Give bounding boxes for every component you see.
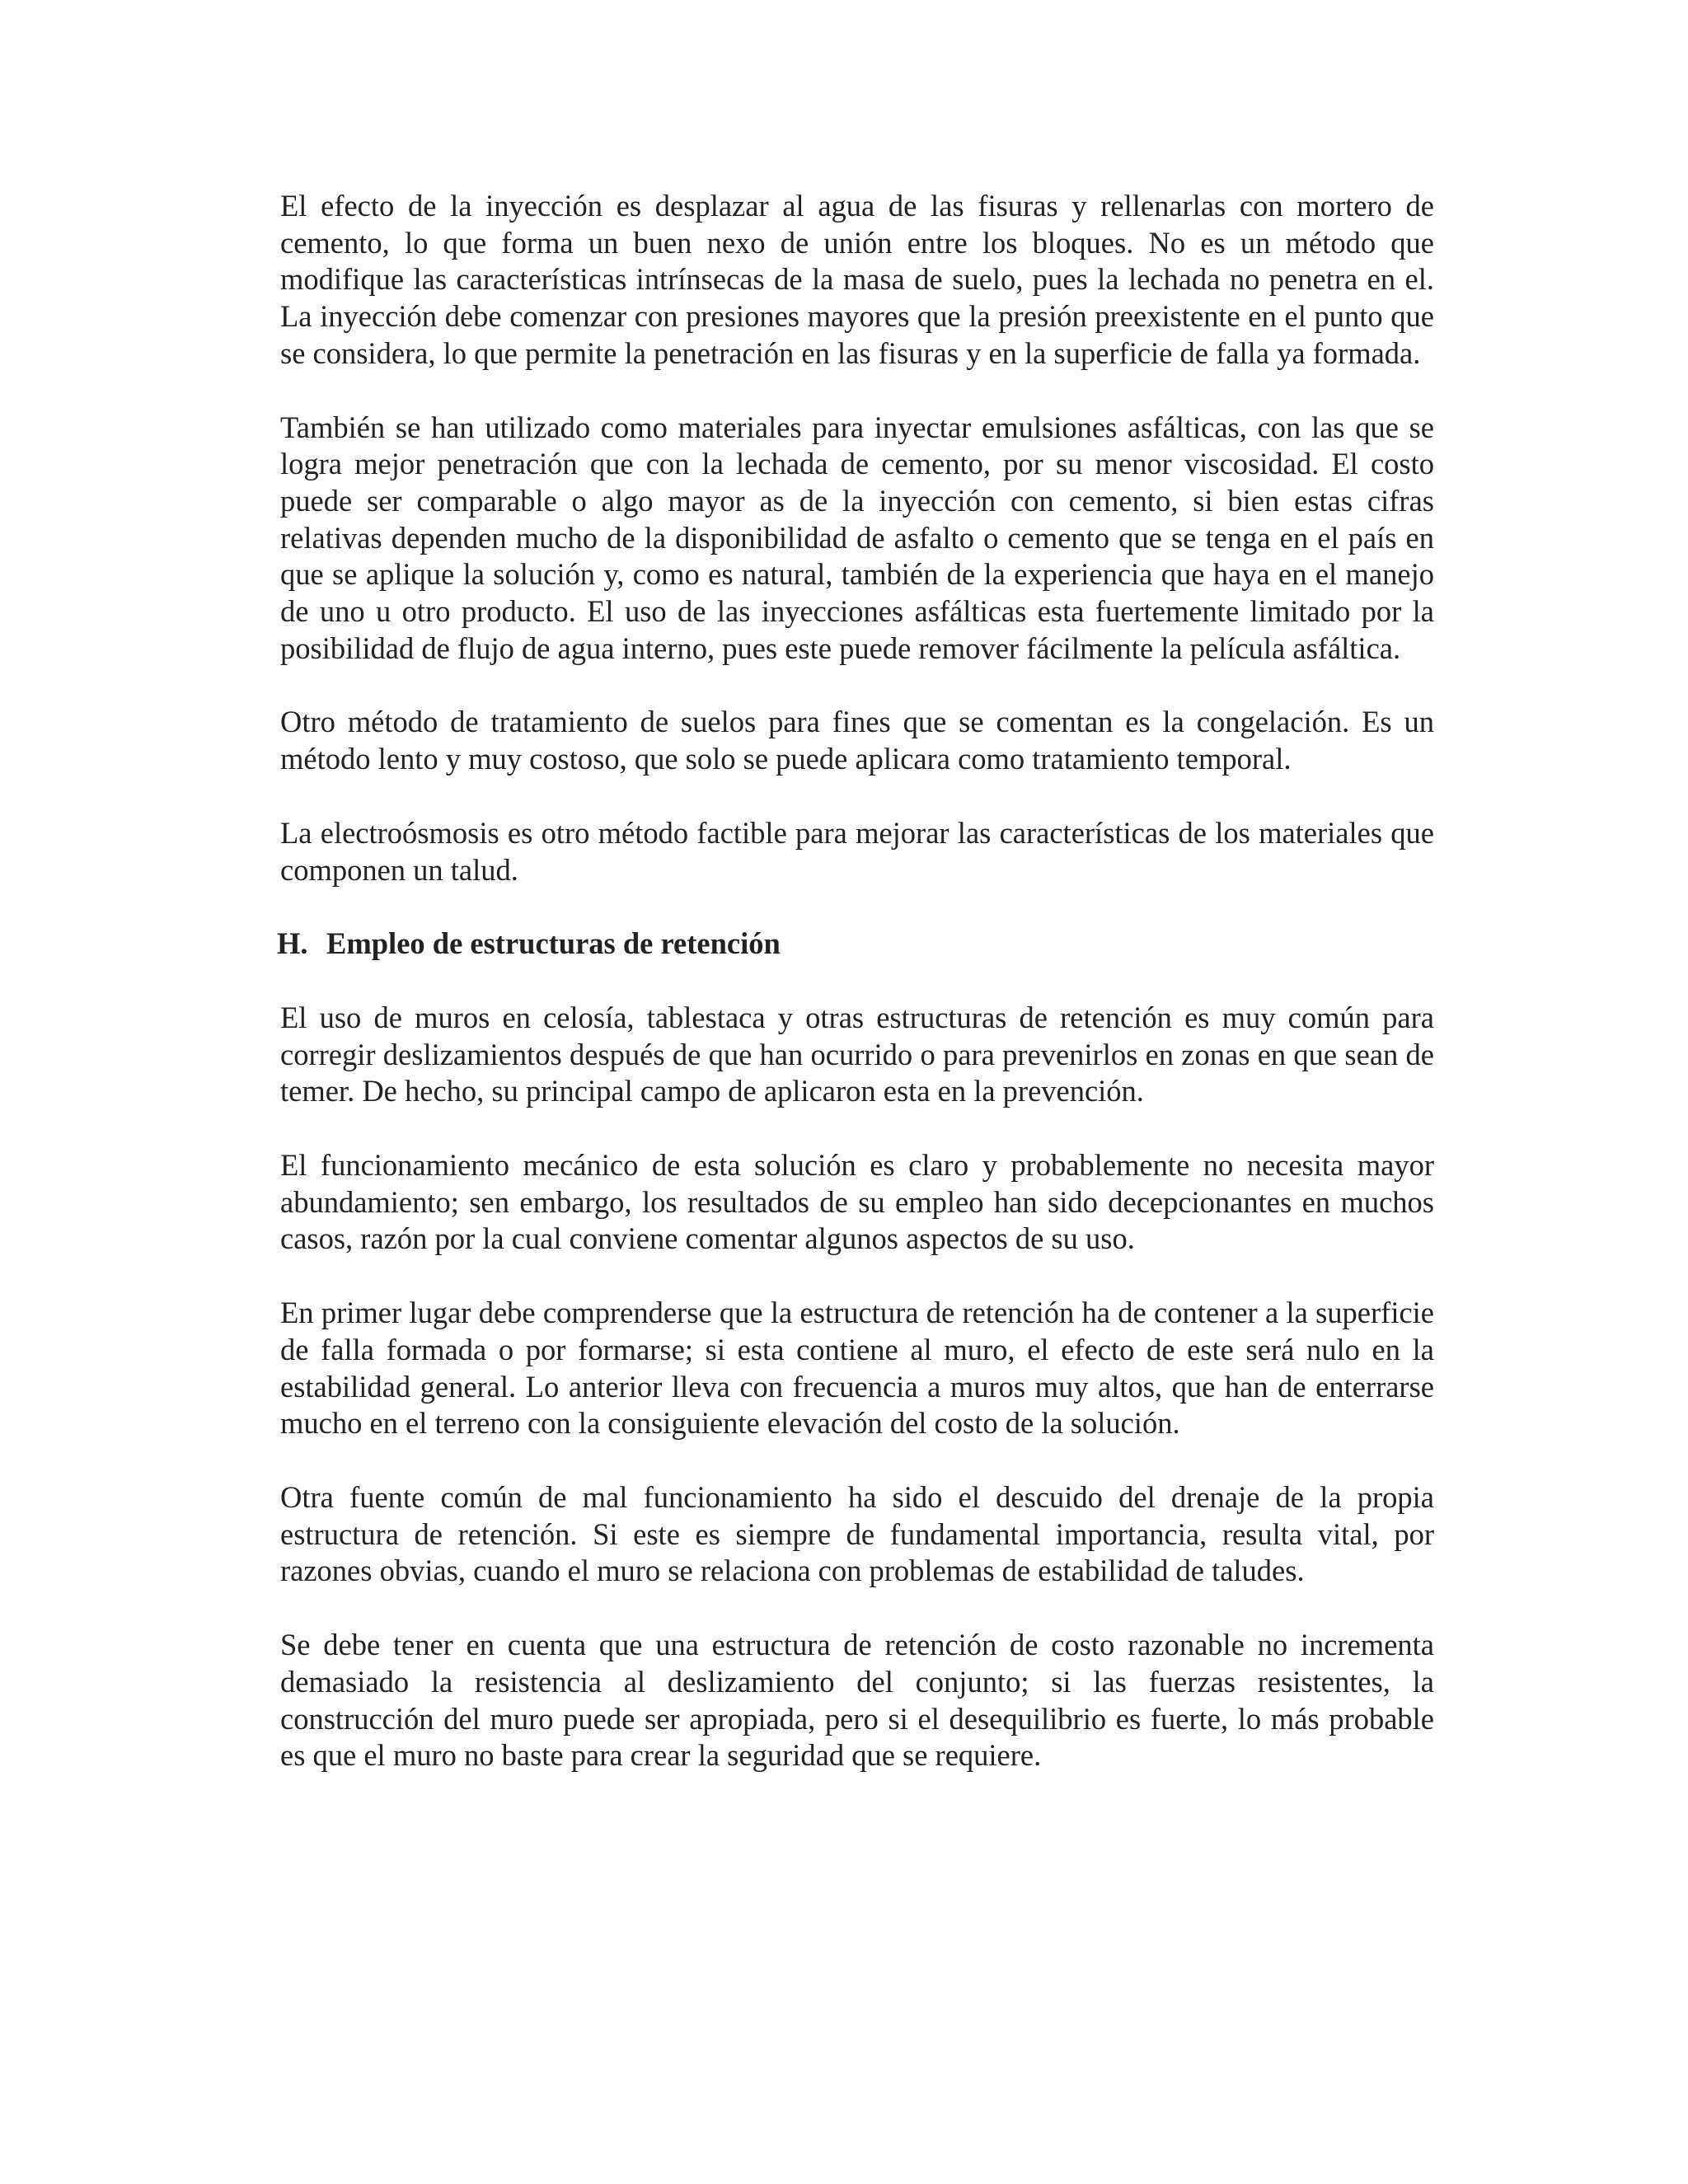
paragraph-asphalt-emulsions: También se han utilizado como materiales para inyectar emulsiones asfálticas, con las que se logra mejor penetración que con la lechada de cemento, por su menor viscosidad. El costo puede ser comparable o algo mayor as de la inyección con cemento, si bien estas cifras relativas dependen mucho de la disponibilidad de asfalto o cemento que se tenga en el país en que se aplique la solución y, como es natural, también de la experiencia que haya en el manejo de uno u otro producto. El uso de las inyecciones asfálticas esta fuertemente limitado por la posibilidad de flujo de agua interno, pues este puede remover fácilmente la película asfáltica.	[280, 410, 1434, 665]
paragraph-mechanical-function: El funcionamiento mecánico de esta solución es claro y probablemente no necesita mayor abundamiento; sen embargo, los resultados de su empleo han sido decepcionantes en muchos casos, razón por la cual conviene comentar algunos aspectos de su uso.	[280, 1148, 1434, 1256]
paragraph-drainage: Otra fuente común de mal funcionamiento ha sido el descuido del drenaje de la propia estructura de retención. Si este es siempre de fundamental importancia, resulta vital, por razones obvias, cuando el muro se relaciona con problemas de estabilidad de taludes.	[280, 1479, 1434, 1588]
paragraph-retaining-walls-use: El uso de muros en celosía, tablestaca y otras estructuras de retención es muy común para corregir deslizamientos después de que han ocurrido o para prevenirlos en zonas en que sean de temer. De hecho, su principal campo de aplicaron esta en la prevención.	[280, 1000, 1434, 1108]
paragraph-freezing: Otro método de tratamiento de suelos para fines que se comentan es la congelación. Es un método lento y muy costoso, que solo se puede aplicara como tratamiento temporal.	[280, 705, 1434, 776]
document-page	[277, 188, 1434, 1774]
paragraph-reasonable-cost: Se debe tener en cuenta que una estructura de retención de costo razonable no incrementa demasiado la resistencia al deslizamiento del conjunto; si las fuerzas resistentes, la construcción del muro puede ser apropiada, pero si el desequilibrio es fuerte, lo más probable es que el muro no baste para crear la seguridad que se requiere.	[280, 1628, 1434, 1773]
section-letter: H.	[277, 926, 308, 961]
section-title: Empleo de estructuras de retención	[326, 926, 781, 961]
section-heading	[277, 926, 1434, 963]
paragraph-electroosmosis: La electroósmosis es otro método factible para mejorar las características de los materiales que componen un talud.	[280, 815, 1434, 887]
paragraph-failure-surface: En primer lugar debe comprenderse que la estructura de retención ha de contener a la superficie de falla formada o por formarse; si esta contiene al muro, el efecto de este será nulo en la estabilidad general. Lo anterior lleva con frecuencia a muros muy altos, que han de enterrarse mucho en el terreno con la consiguiente elevación del costo de la solución.	[280, 1296, 1434, 1441]
paragraph-injection-effect: El efecto de la inyección es desplazar al agua de las fisuras y rellenarlas con mortero de cemento, lo que forma un buen nexo de unión entre los bloques. No es un método que modifique las características intrínsecas de la masa de suelo, pues la lechada no penetra en el. La inyección debe comenzar con presiones mayores que la presión preexistente en el punto que se considera, lo que permite la penetración en las fisuras y en la superficie de falla ya formada.	[280, 189, 1434, 370]
